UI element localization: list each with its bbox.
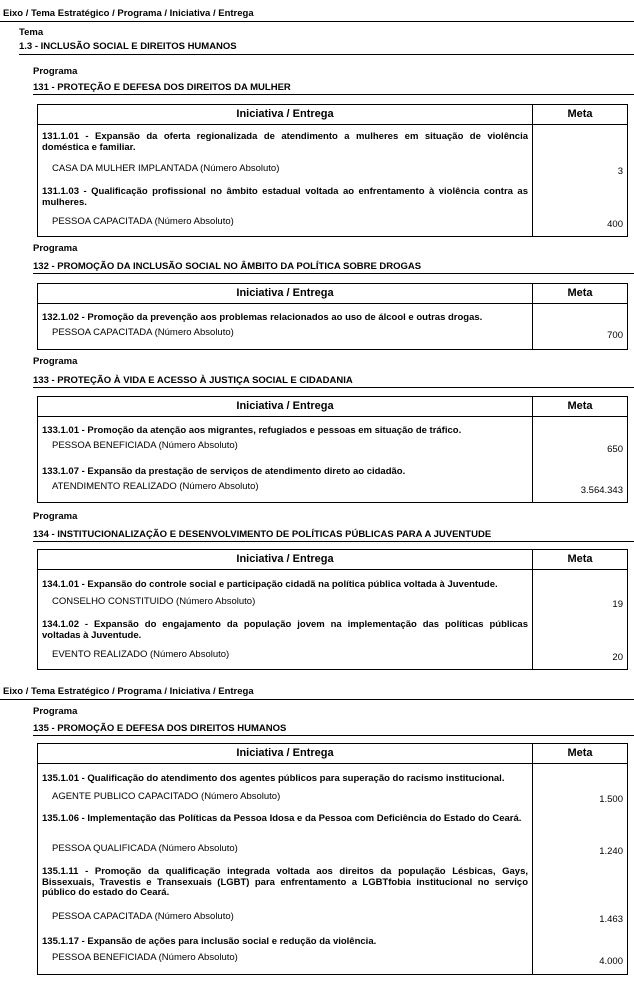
meta-value: 700 <box>607 330 623 341</box>
entrega-text: PESSOA BENEFICIADA (Número Absoluto) <box>52 440 238 451</box>
col-meta: Meta <box>532 284 627 303</box>
column-divider <box>532 569 533 669</box>
tema-title: 1.3 - INCLUSÃO SOCIAL E DIREITOS HUMANOS <box>19 41 237 52</box>
iniciativa-text: 134.1.01 - Expansão do controle social e participação cidadã na política pública voltada à Juventude. <box>42 579 498 590</box>
divider <box>33 387 634 388</box>
divider <box>33 735 634 736</box>
entrega-text: PESSOA BENEFICIADA (Número Absoluto) <box>52 952 238 963</box>
programa-label: Programa <box>33 706 78 717</box>
table-header <box>38 550 627 570</box>
iniciativa-text: 133.1.01 - Promoção da atenção aos migrantes, refugiados e pessoas em situação de tráfico. <box>42 425 462 436</box>
col-meta: Meta <box>532 744 627 763</box>
column-divider <box>532 303 533 349</box>
program-title: 135 - PROMOÇÃO E DEFESA DOS DIREITOS HUMANOS <box>33 723 287 734</box>
meta-value: 1.463 <box>599 914 623 925</box>
meta-value: 20 <box>612 652 623 663</box>
iniciativa-text: 133.1.07 - Expansão da prestação de serviços de atendimento direto ao cidadão. <box>42 466 406 477</box>
divider <box>33 273 634 274</box>
tema-label: Tema <box>19 27 44 38</box>
divider <box>19 54 634 55</box>
programa-label: Programa <box>33 243 78 254</box>
column-divider <box>532 416 533 502</box>
table-header <box>38 284 627 304</box>
col-meta: Meta <box>532 397 627 416</box>
divider <box>0 21 634 22</box>
eixo-header: Eixo / Tema Estratégico / Programa / Iniciativa / Entrega <box>3 8 254 19</box>
program-table <box>37 549 628 670</box>
eixo-header: Eixo / Tema Estratégico / Programa / Iniciativa / Entrega <box>3 686 254 697</box>
program-title: 131 - PROTEÇÃO E DEFESA DOS DIREITOS DA MULHER <box>33 82 291 93</box>
entrega-text: PESSOA QUALIFICADA (Número Absoluto) <box>52 843 238 854</box>
entrega-text: CONSELHO CONSTITUIDO (Número Absoluto) <box>52 596 256 607</box>
program-title: 134 - INSTITUCIONALIZAÇÃO E DESENVOLVIMENTO DE POLÍTICAS PÚBLICAS PARA A JUVENTUDE <box>33 529 492 540</box>
col-iniciativa: Iniciativa / Entrega <box>236 747 334 759</box>
col-iniciativa: Iniciativa / Entrega <box>236 287 334 299</box>
program-table <box>37 104 628 237</box>
programa-label: Programa <box>33 511 78 522</box>
iniciativa-text: 135.1.17 - Expansão de ações para inclusão social e redução da violência. <box>42 936 377 947</box>
meta-value: 650 <box>607 444 623 455</box>
entrega-text: AGENTE PUBLICO CAPACITADO (Número Absoluto) <box>52 791 281 802</box>
divider <box>33 541 634 542</box>
iniciativa-text: 131.1.03 - Qualificação profissional no âmbito estadual voltada ao enfrentamento à violência contra as mulheres. <box>42 186 528 208</box>
entrega-text: PESSOA CAPACITADA (Número Absoluto) <box>52 911 234 922</box>
col-iniciativa: Iniciativa / Entrega <box>236 400 334 412</box>
programa-label: Programa <box>33 66 78 77</box>
divider <box>0 699 634 700</box>
iniciativa-text: 131.1.01 - Expansão da oferta regionalizada de atendimento a mulheres em situação de violência doméstica e familiar. <box>42 131 528 153</box>
col-iniciativa: Iniciativa / Entrega <box>236 108 334 120</box>
meta-value: 4.000 <box>599 956 623 967</box>
col-meta: Meta <box>532 550 627 569</box>
iniciativa-text: 134.1.02 - Expansão do engajamento da população jovem na implementação das políticas públicas voltadas à Juventude. <box>42 619 528 641</box>
iniciativa-text: 135.1.06 - Implementação das Políticas da Pessoa Idosa e da Pessoa com Deficiência do Estado do Ceará. <box>42 813 522 824</box>
table-header <box>38 397 627 417</box>
meta-value: 19 <box>612 599 623 610</box>
meta-value: 400 <box>607 219 623 230</box>
col-meta: Meta <box>532 105 627 124</box>
col-iniciativa: Iniciativa / Entrega <box>236 553 334 565</box>
iniciativa-text: 132.1.02 - Promoção da prevenção aos problemas relacionados ao uso de álcool e outras drogas. <box>42 312 483 323</box>
entrega-text: PESSOA CAPACITADA (Número Absoluto) <box>52 327 234 338</box>
program-table <box>37 283 628 350</box>
table-header <box>38 744 627 764</box>
programa-label: Programa <box>33 356 78 367</box>
program-title: 132 - PROMOÇÃO DA INCLUSÃO SOCIAL NO ÂMBITO DA POLÍTICA SOBRE DROGAS <box>33 261 422 272</box>
meta-value: 3.564.343 <box>580 485 623 496</box>
entrega-text: CASA DA MULHER IMPLANTADA (Número Absoluto) <box>52 163 280 174</box>
entrega-text: ATENDIMENTO REALIZADO (Número Absoluto) <box>52 481 259 492</box>
program-table <box>37 743 628 975</box>
iniciativa-text: 135.1.11 - Promoção da qualificação integrada voltada aos direitos da população Lésbicas, Gays, Bissexuais, Travestis e Transexuais (LGBT) para enfrentamento a LGBTfobia institucional no serviço público do estado do Ceará. <box>42 866 528 898</box>
iniciativa-text: 135.1.01 - Qualificação do atendimento dos agentes públicos para superação do racismo institucional. <box>42 773 505 784</box>
entrega-text: PESSOA CAPACITADA (Número Absoluto) <box>52 216 234 227</box>
table-header <box>38 105 627 125</box>
meta-value: 1.240 <box>599 846 623 857</box>
meta-value: 1.500 <box>599 794 623 805</box>
column-divider <box>532 124 533 236</box>
meta-value: 3 <box>617 166 623 177</box>
column-divider <box>532 763 533 974</box>
entrega-text: EVENTO REALIZADO (Número Absoluto) <box>52 649 230 660</box>
divider <box>33 94 634 95</box>
program-table <box>37 396 628 503</box>
program-title: 133 - PROTEÇÃO À VIDA E ACESSO À JUSTIÇA SOCIAL E CIDADANIA <box>33 375 353 386</box>
